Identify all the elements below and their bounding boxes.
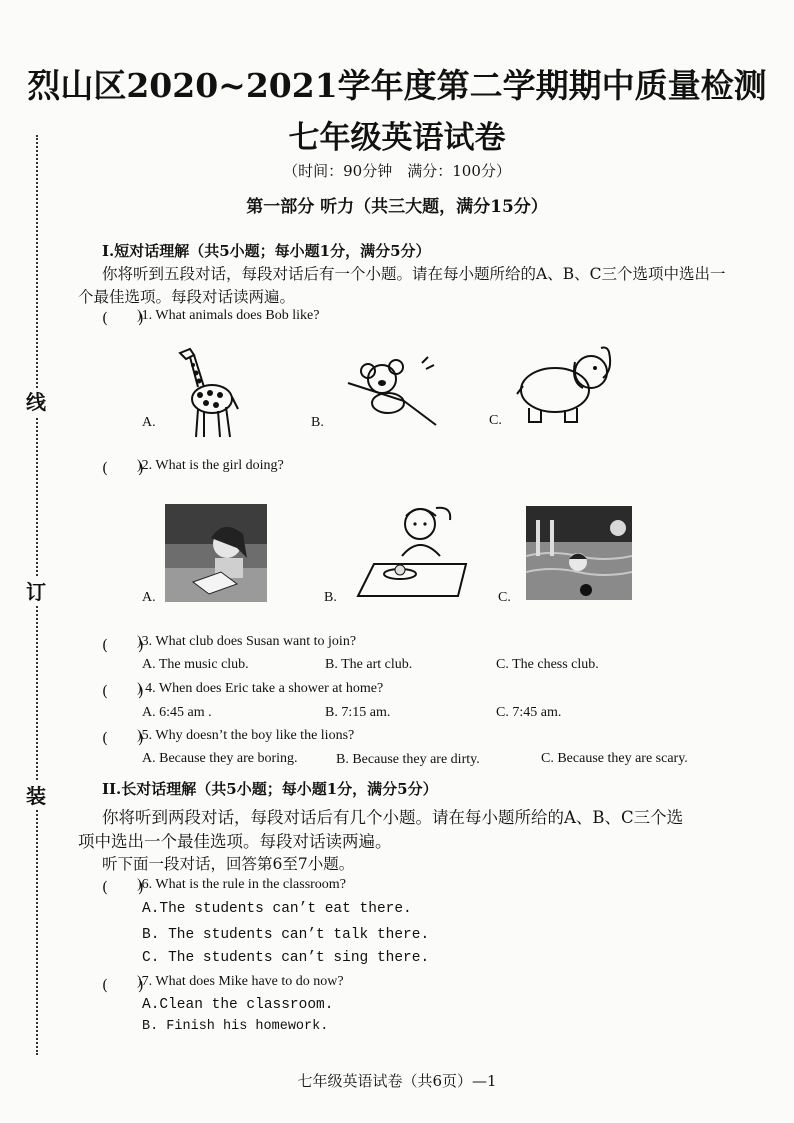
answer-blank-q6[interactable]: ( ) [102,878,144,896]
q4-option-b: B. 7:15 am. [325,705,391,720]
section-2-heading: II.长对话理解（共5小题；每小题1分，满分5分） [102,780,438,798]
q3-option-a: A. The music club. [142,657,249,672]
margin-char-zhuang: 装 [26,784,46,808]
answer-blank-q5[interactable]: ( ) [102,729,144,747]
part-one-title: 第一部分 听力（共三大题，满分15分） [246,197,548,217]
q6-option-a: A.The students can’t eat there. [142,901,412,917]
exam-subtitle: 七年级英语试卷 [288,120,506,156]
q5-option-a: A. Because they are boring. [142,751,298,766]
q2-option-a-label: A. [142,590,156,605]
girl-reading-picture [165,504,267,602]
q3-option-c: C. The chess club. [496,657,599,672]
question-1: )1. What animals does Bob like? [137,308,320,323]
girl-eating-picture [354,498,470,598]
question-4: ) 4. When does Eric take a shower at home? [137,681,384,696]
section-2-instruction-1: 你将听到两段对话，每段对话后有几个小题。请在每小题所给的A、B、C三个选 [102,808,684,827]
question-5: )5. Why doesn’t the boy like the lions? [137,728,355,743]
elephant-picture [515,342,619,424]
giraffe-picture [172,343,242,439]
answer-blank-q3[interactable]: ( ) [102,636,144,654]
q3-option-b: B. The art club. [325,657,413,672]
exam-title: 烈山区2020~2021学年度第二学期期中质量检测 [27,66,767,105]
section-1-heading: I.短对话理解（共5小题；每小题1分，满分5分） [102,242,431,260]
q4-option-a: A. 6:45 am . [142,705,212,720]
exam-time-score: （时间：90分钟 满分：100分） [283,162,511,180]
q6-option-c: C. The students can’t sing there. [142,950,430,966]
question-3: )3. What club does Susan want to join? [137,634,357,649]
section-2-instruction-3: 听下面一段对话，回答第6至7小题。 [102,855,355,873]
answer-blank-q7[interactable]: ( ) [102,976,144,994]
q1-option-a-label: A. [142,415,156,430]
q5-option-b: B. Because they are dirty. [336,752,480,767]
girl-swimming-picture [526,506,632,600]
question-7: )7. What does Mike have to do now? [137,974,344,989]
page-footer: 七年级英语试卷（共6页）—1 [297,1072,497,1090]
question-6: )6. What is the rule in the classroom? [137,877,346,892]
q1-option-b-label: B. [311,415,324,430]
section-2-instruction-2: 项中选出一个最佳选项。每段对话读两遍。 [78,832,392,851]
koala-picture [344,355,440,427]
margin-char-ding: 订 [26,580,46,604]
q6-option-b: B. The students can’t talk there. [142,927,430,943]
section-1-instruction-1: 你将听到五段对话，每段对话后有一个小题。请在每小题所给的A、B、C三个选项中选出一 [102,265,726,283]
margin-char-line: 线 [26,390,46,414]
q7-option-a: A.Clean the classroom. [142,997,334,1013]
q1-option-c-label: C. [489,413,502,428]
answer-blank-q2[interactable]: ( ) [102,459,144,477]
section-1-instruction-2: 个最佳选项。每段对话读两遍。 [78,288,296,306]
q4-option-c: C. 7:45 am. [496,705,562,720]
answer-blank-q4[interactable]: ( ) [102,682,144,700]
q2-option-b-label: B. [324,590,337,605]
question-2: )2. What is the girl doing? [137,458,284,473]
answer-blank-q1[interactable]: ( ) [102,309,144,327]
q2-option-c-label: C. [498,590,511,605]
q5-option-c: C. Because they are scary. [541,751,688,766]
q7-option-b: B. Finish his homework. [142,1019,329,1034]
